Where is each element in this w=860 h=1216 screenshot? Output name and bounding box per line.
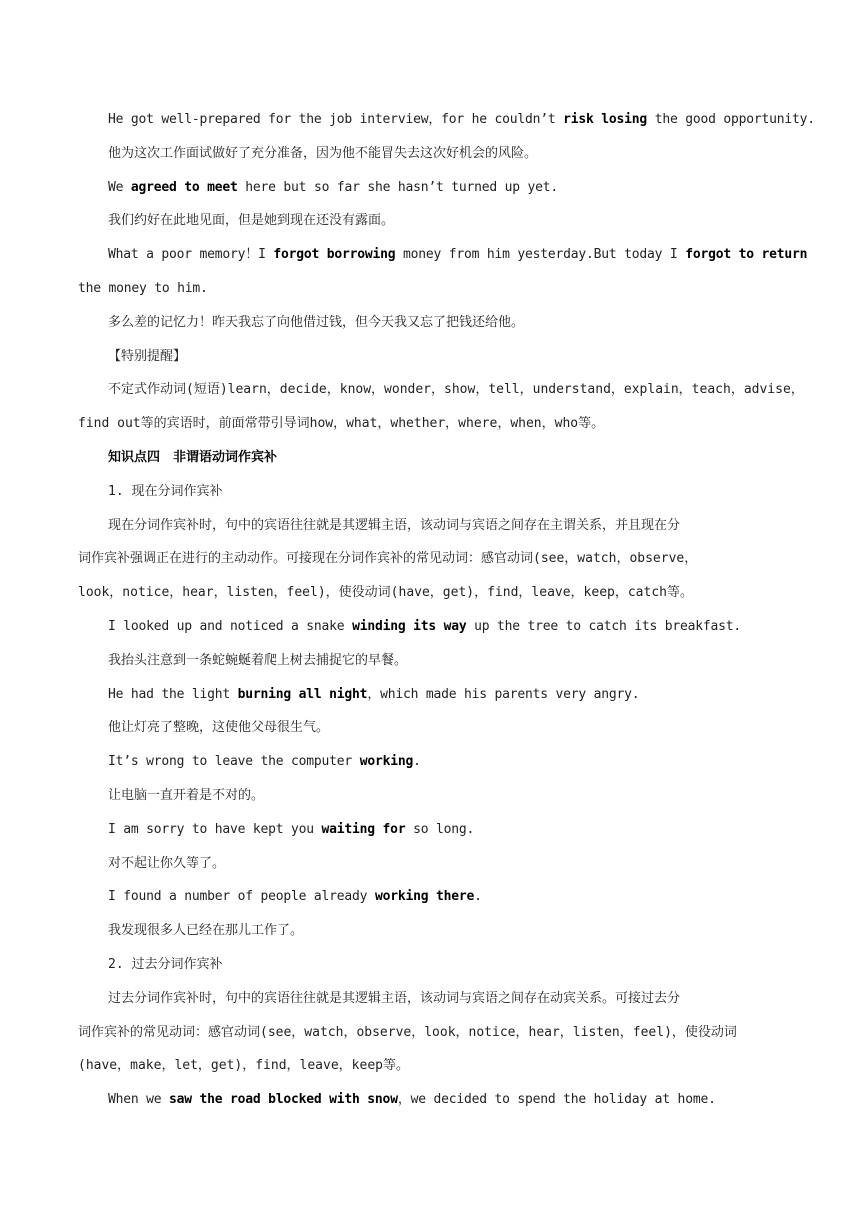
translation: 他让灯亮了整晚，这使他父母很生气。 (108, 720, 330, 736)
example-sentence (78, 678, 784, 712)
explanation-paragraph: 现在分词作宾补时，句中的宾语往往就是其逻辑主语，该动词与宾语之间存在主谓关系，并且现在分 (108, 517, 681, 533)
highlight: winding its way (352, 618, 467, 634)
text: ，which made his parents very angry. (367, 686, 640, 702)
example-sentence (78, 813, 784, 847)
text: . (413, 754, 421, 770)
explanation-paragraph-cont: 词作宾补强调正在进行的主动动作。可接现在分词作宾补的常见动词：感官动词(see，watch，observe， (78, 551, 698, 567)
document-body (78, 103, 815, 1117)
section-heading: 知识点四 非谓语动词作宾补 (108, 449, 278, 465)
special-note-heading: 【特别提醒】 (108, 348, 187, 364)
text: We (108, 179, 131, 195)
text: He had the light (108, 686, 238, 702)
translation: 我们约好在此地见面，但是她到现在还没有露面。 (108, 213, 395, 229)
text: I looked up and noticed a snake (108, 618, 353, 634)
translation: 我抬头注意到一条蛇蜿蜒着爬上树去捕捉它的早餐。 (108, 652, 408, 668)
text: ，we decided to spend the holiday at home. (397, 1092, 716, 1108)
highlight: forgot borrowing (273, 247, 396, 263)
example-sentence (78, 171, 784, 205)
text: It’s wrong to leave the computer (108, 754, 360, 770)
explanation-paragraph-cont: 词作宾补的常见动词：感官动词(see，watch，observe，look，notice，hear，listen，feel)，使役动词 (78, 1024, 737, 1040)
text: I am sorry to have kept you (108, 821, 322, 837)
text: here but so far she hasn’t turned up yet. (237, 179, 558, 195)
example-sentence (78, 745, 784, 779)
translation: 让电脑一直开着是不对的。 (108, 787, 265, 803)
text: When we (108, 1092, 170, 1108)
highlight: risk losing (563, 112, 648, 127)
highlight: working there (374, 889, 475, 905)
highlight: waiting for (321, 821, 406, 837)
explanation-paragraph-cont: look，notice，hear，listen，feel)，使役动词(have，get)，find，leave，keep，catch等。 (78, 585, 693, 601)
text: What a poor memory！I (108, 247, 274, 263)
text: He got well-prepared for the job interview，for he couldn’t (108, 112, 564, 127)
highlight: working (359, 754, 414, 770)
explanation-paragraph: 过去分词作宾补时，句中的宾语往往就是其逻辑主语，该动词与宾语之间存在动宾关系。可接过去分 (108, 990, 681, 1006)
example-sentence (78, 610, 784, 644)
explanation-paragraph-cont: (have，make，let，get)，find，leave，keep等。 (78, 1058, 409, 1074)
subsection-heading: 1. 现在分词作宾补 (108, 483, 223, 499)
highlight: forgot to return (685, 247, 808, 263)
translation: 对不起让你久等了。 (108, 855, 226, 871)
highlight: agreed to meet (130, 179, 238, 195)
text: so long. (405, 821, 475, 837)
text: money from him yesterday.But today I (395, 247, 686, 263)
translation: 他为这次工作面试做好了充分准备，因为他不能冒失去这次好机会的风险。 (108, 145, 538, 161)
example-sentence (78, 238, 808, 272)
note-paragraph-cont: find out等的宾语时，前面常带引导词how，what，whether，where，when，who等。 (78, 416, 605, 432)
text: I found a number of people already (108, 889, 375, 905)
text: . (474, 889, 482, 905)
highlight: burning all night (237, 686, 368, 702)
text: the good opportunity. (647, 112, 815, 127)
note-paragraph: 不定式作动词(短语)learn，decide，know，wonder，show，tell，understand，explain，teach，advise， (108, 382, 804, 398)
highlight: saw the road blocked with snow (169, 1092, 398, 1108)
subsection-heading: 2. 过去分词作宾补 (108, 956, 223, 972)
translation: 多么差的记忆力！昨天我忘了向他借过钱，但今天我又忘了把钱还给他。 (108, 314, 525, 330)
example-sentence (78, 880, 784, 914)
text: up the tree to catch its breakfast. (466, 618, 742, 634)
translation: 我发现很多人已经在那儿工作了。 (108, 923, 304, 939)
example-sentence (78, 1083, 784, 1117)
example-sentence (78, 103, 815, 137)
example-sentence-cont: the money to him. (78, 280, 208, 296)
